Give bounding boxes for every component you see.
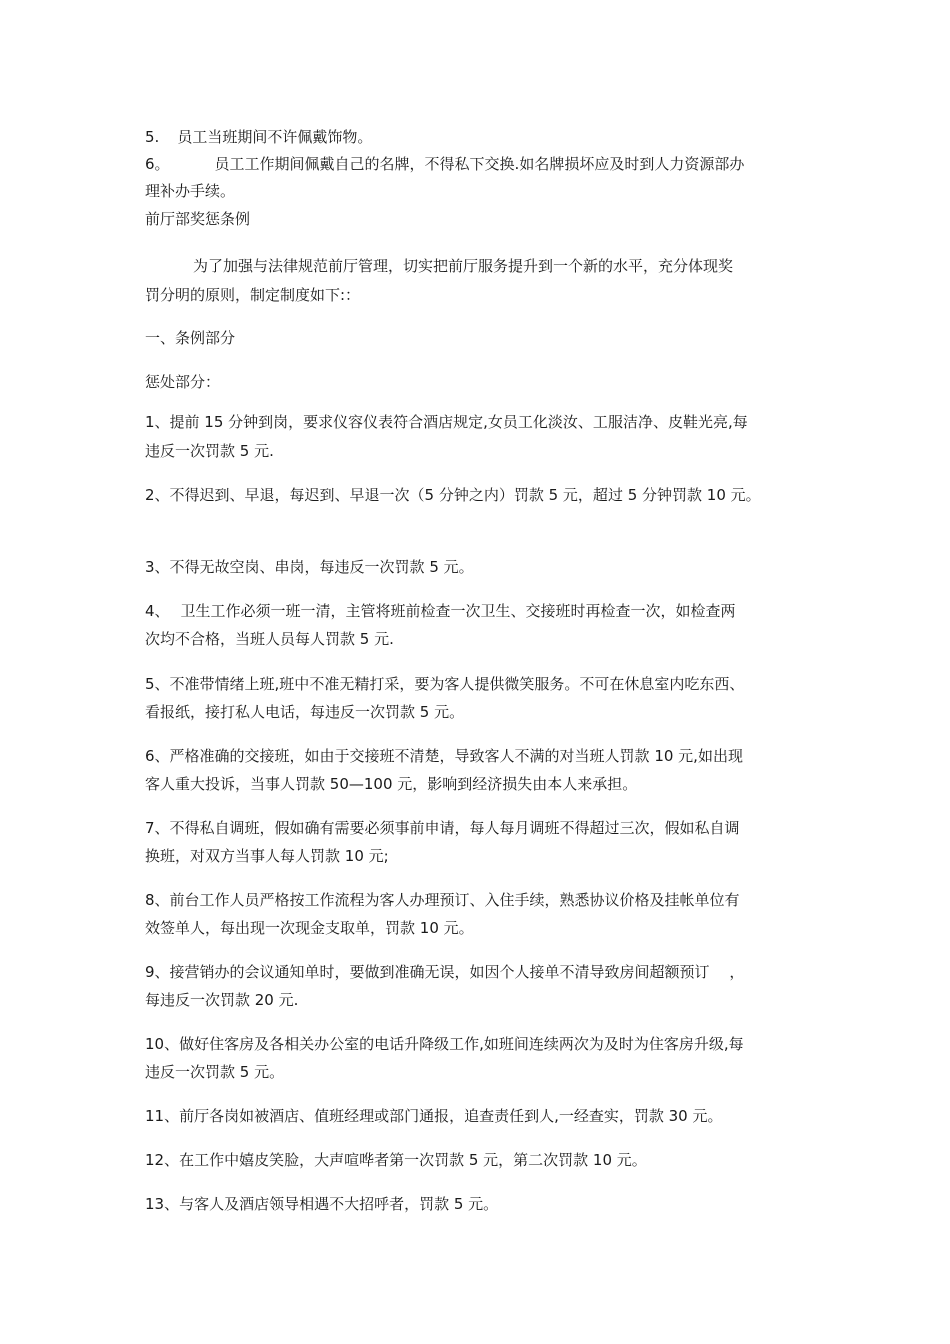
rule-9-line2: 每违反一次罚款 20 元. bbox=[145, 991, 299, 1009]
top-item-6-line1: 员工工作期间佩戴自己的名牌，不得私下交换.如名牌损坏应及时到人力资源部办 bbox=[214, 155, 745, 173]
rule-7-line1: 7、不得私自调班，假如确有需要必须事前申请，每人每月调班不得超过三次，假如私自调 bbox=[145, 819, 740, 837]
rule-9-line1: 9、接营销办的会议通知单时，要做到准确无误，如因个人接单不清导致房间超额预订 ， bbox=[145, 963, 745, 981]
rule-11-line1: 11、前厅各岗如被酒店、值班经理或部门通报，追查责任到人,一经查实，罚款 30 元。 bbox=[145, 1107, 723, 1125]
rule-4-line2: 次均不合格，当班人员每人罚款 5 元. bbox=[145, 630, 394, 648]
intro-line2: 罚分明的原则，制定制度如下:： bbox=[145, 286, 361, 304]
top-item-6-number: 6。 bbox=[145, 155, 170, 173]
rule-8-line2: 效签单人，每出现一次现金支取单，罚款 10 元。 bbox=[145, 919, 474, 937]
rule-10-line1: 10、做好住客房及各相关办公室的电话升降级工作,如班间连续两次为及时为住客房升级,每 bbox=[145, 1035, 744, 1053]
rule-12-line1: 12、在工作中嬉皮笑脸，大声喧哗者第一次罚款 5 元，第二次罚款 10 元。 bbox=[145, 1151, 647, 1169]
rule-8-line1: 8、前台工作人员严格按工作流程为客人办理预订、入住手续，熟悉协议价格及挂帐单位有 bbox=[145, 891, 740, 909]
top-item-6-line2: 理补办手续。 bbox=[145, 182, 236, 200]
rule-6-line1: 6、严格准确的交接班，如由于交接班不清楚，导致客人不满的对当班人罚款 10 元,如出现 bbox=[145, 747, 743, 765]
rule-13-line1: 13、与客人及酒店领导相遇不大招呼者，罚款 5 元。 bbox=[145, 1195, 499, 1213]
top-item-5-number: 5. bbox=[145, 128, 160, 146]
rule-1-line2: 违反一次罚款 5 元. bbox=[145, 442, 274, 460]
rule-3-line1: 3、不得无故空岗、串岗，每违反一次罚款 5 元。 bbox=[145, 558, 474, 576]
rule-6-line2: 客人重大投诉，当事人罚款 50—100 元，影响到经济损失由本人来承担。 bbox=[145, 775, 638, 793]
rule-5-line2: 看报纸，接打私人电话，每违反一次罚款 5 元。 bbox=[145, 703, 465, 721]
top-item-5 bbox=[145, 126, 372, 148]
rule-4-text: 卫生工作必须一班一清，主管将班前检查一次卫生、交接班时再检查一次，如检查两 bbox=[180, 602, 736, 620]
rule-7-line2: 换班，对双方当事人每人罚款 10 元; bbox=[145, 847, 389, 865]
sub-heading: 惩处部分： bbox=[145, 373, 221, 391]
part-heading: 一、条例部分 bbox=[145, 329, 236, 347]
intro-line1: 为了加强与法律规范前厅管理，切实把前厅服务提升到一个新的水平，充分体现奖 bbox=[193, 257, 734, 275]
rule-4-number: 4、 bbox=[145, 602, 170, 620]
rule-10-line2: 违反一次罚款 5 元。 bbox=[145, 1063, 285, 1081]
rule-5-line1: 5、不准带情绪上班,班中不准无精打采，要为客人提供微笑服务。不可在休息室内吃东西、 bbox=[145, 675, 745, 693]
top-item-5-text: 员工当班期间不许佩戴饰物。 bbox=[177, 128, 373, 146]
rule-4-line1 bbox=[145, 600, 736, 622]
rule-1-line1: 1、提前 15 分钟到岗，要求仪容仪表符合酒店规定,女员工化淡汝、工服洁净、皮鞋光亮,每 bbox=[145, 413, 748, 431]
top-item-6 bbox=[145, 153, 744, 175]
section-title: 前厅部奖惩条例 bbox=[145, 210, 251, 228]
rule-2-line1: 2、不得迟到、早退，每迟到、早退一次（5 分钟之内）罚款 5 元，超过 5 分钟罚款 10 元。 bbox=[145, 486, 761, 504]
